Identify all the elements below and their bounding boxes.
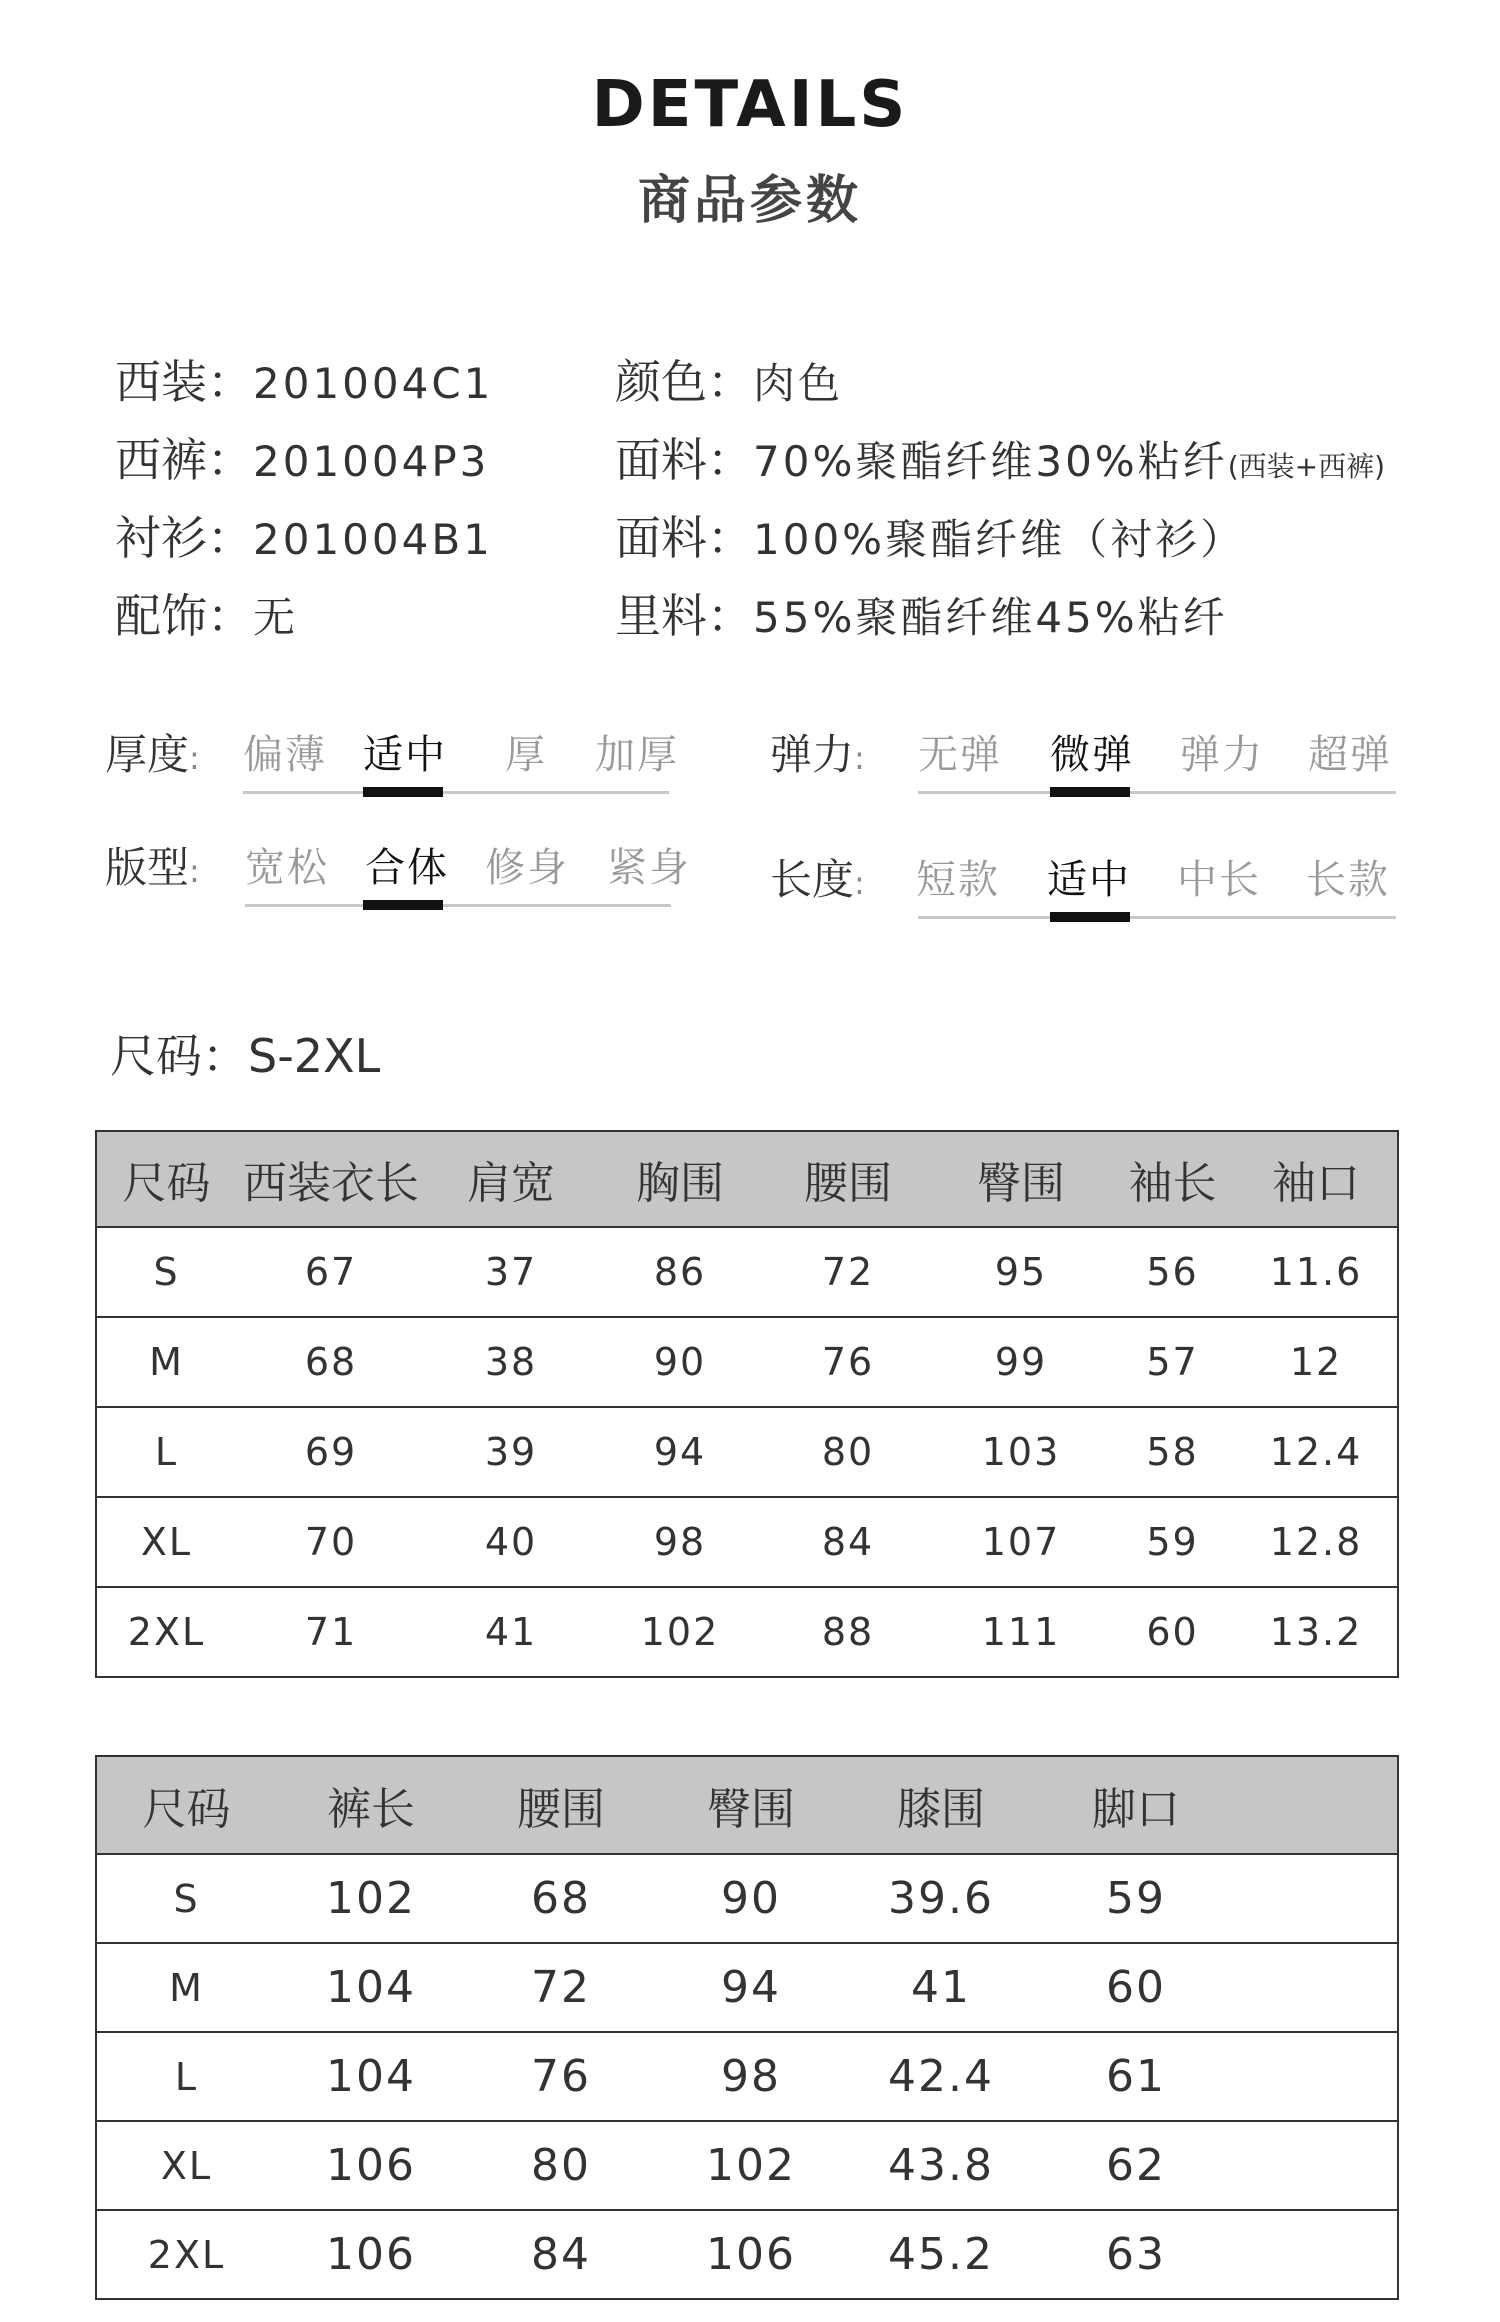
table-cell: 103 <box>932 1407 1110 1497</box>
scale-option-selected: 适中 <box>1047 857 1131 903</box>
spec-label: 颜色： <box>615 355 753 409</box>
table-cell: 59 <box>1110 1497 1235 1587</box>
table-cell: 41 <box>426 1587 596 1677</box>
table-cell: 98 <box>596 1497 764 1587</box>
size-range: 尺码：S-2XL <box>110 1029 381 1083</box>
table-cell <box>1236 2121 1398 2210</box>
table-cell: 102 <box>276 1854 466 1943</box>
scale-indicator <box>1050 787 1130 797</box>
column-header: 袖长 <box>1110 1131 1235 1227</box>
table-cell: 106 <box>276 2121 466 2210</box>
table-cell <box>1236 1943 1398 2032</box>
table-cell: 88 <box>764 1587 932 1677</box>
table-cell: 45.2 <box>846 2210 1036 2299</box>
table-cell: 68 <box>466 1854 656 1943</box>
spec-value: 100%聚酯纤维（衬衫） <box>753 515 1246 564</box>
spec-value-note: (西装+西裤) <box>1227 450 1386 483</box>
spec-value: 无 <box>253 593 299 642</box>
table-cell <box>1236 2032 1398 2121</box>
table-cell: 90 <box>596 1317 764 1407</box>
table-cell: 104 <box>276 2032 466 2121</box>
scale-indicator <box>1050 912 1130 922</box>
table-cell: 104 <box>276 1943 466 2032</box>
spec-label: 里料： <box>615 589 753 643</box>
table-cell: 43.8 <box>846 2121 1036 2210</box>
table-cell: 13.2 <box>1235 1587 1398 1677</box>
table-row <box>96 1943 1398 2032</box>
spec-label: 面料： <box>615 511 753 565</box>
table-header-row <box>96 1756 1398 1854</box>
table-cell: M <box>96 1317 236 1407</box>
table-cell: 86 <box>596 1227 764 1317</box>
spec-pants <box>115 430 489 490</box>
spec-accessory <box>115 586 298 646</box>
table-cell: 98 <box>656 2032 846 2121</box>
jacket-size-table <box>95 1130 1399 1678</box>
table-row <box>96 1317 1398 1407</box>
spec-fabric-suit <box>615 430 1385 490</box>
table-cell: 39 <box>426 1407 596 1497</box>
scale-track <box>245 904 671 907</box>
table-cell: 42.4 <box>846 2032 1036 2121</box>
table-cell: 76 <box>764 1317 932 1407</box>
table-cell <box>1236 1854 1398 1943</box>
table-cell: 40 <box>426 1497 596 1587</box>
table-cell: 106 <box>656 2210 846 2299</box>
table-row <box>96 1587 1398 1677</box>
table-cell: 12.4 <box>1235 1407 1398 1497</box>
table-cell: 60 <box>1110 1587 1235 1677</box>
table-cell: 99 <box>932 1317 1110 1407</box>
table-row <box>96 1854 1398 1943</box>
scale-indicator <box>363 900 443 910</box>
column-header <box>1236 1756 1398 1854</box>
scale-option: 宽松 <box>245 845 329 891</box>
spec-value: 肉色 <box>753 359 844 408</box>
scale-option-selected: 合体 <box>365 845 449 891</box>
table-cell: 56 <box>1110 1227 1235 1317</box>
scale-track <box>918 916 1396 919</box>
table-cell: 11.6 <box>1235 1227 1398 1317</box>
scale-option: 弹力 <box>1180 732 1264 778</box>
column-header: 西装衣长 <box>236 1131 426 1227</box>
table-cell: 80 <box>466 2121 656 2210</box>
table-cell: XL <box>96 2121 276 2210</box>
table-cell: 95 <box>932 1227 1110 1317</box>
table-cell: 106 <box>276 2210 466 2299</box>
column-header: 脚口 <box>1036 1756 1236 1854</box>
scale-option: 紧身 <box>607 845 691 891</box>
column-header: 胸围 <box>596 1131 764 1227</box>
table-cell: S <box>96 1854 276 1943</box>
scale-option: 修身 <box>485 845 569 891</box>
scale-label: 长度: <box>770 855 865 904</box>
table-row <box>96 2210 1398 2299</box>
column-header: 臀围 <box>932 1131 1110 1227</box>
table-row <box>96 1227 1398 1317</box>
spec-value: 201004C1 <box>253 359 494 408</box>
table-row <box>96 1497 1398 1587</box>
table-cell: 71 <box>236 1587 426 1677</box>
spec-label: 面料： <box>615 433 753 487</box>
pants-size-table <box>95 1755 1399 2300</box>
fit-scale <box>105 838 691 898</box>
table-cell: 111 <box>932 1587 1110 1677</box>
table-cell <box>1236 2210 1398 2299</box>
scale-option: 无弹 <box>918 732 1002 778</box>
table-cell: 12 <box>1235 1317 1398 1407</box>
scale-option: 短款 <box>916 857 1000 903</box>
page-subtitle: 商品参数 <box>637 171 862 231</box>
table-cell: 94 <box>596 1407 764 1497</box>
column-header: 尺码 <box>96 1756 276 1854</box>
column-header: 膝围 <box>846 1756 1036 1854</box>
spec-value-main: 70%聚酯纤维30%粘纤 <box>753 437 1228 486</box>
spec-value <box>753 437 1385 486</box>
table-cell: 57 <box>1110 1317 1235 1407</box>
table-header-row <box>96 1131 1398 1227</box>
spec-value: 201004B1 <box>253 515 493 564</box>
page-title: DETAILS <box>591 68 909 142</box>
table-cell: L <box>96 1407 236 1497</box>
table-cell: 94 <box>656 1943 846 2032</box>
table-row <box>96 1407 1398 1497</box>
table-cell: 60 <box>1036 1943 1236 2032</box>
table-cell: 59 <box>1036 1854 1236 1943</box>
table-cell: 107 <box>932 1497 1110 1587</box>
spec-suit <box>115 352 493 412</box>
spec-value: 55%聚酯纤维45%粘纤 <box>753 593 1228 642</box>
table-row <box>96 2032 1398 2121</box>
spec-shirt <box>115 508 493 568</box>
table-cell: 2XL <box>96 1587 236 1677</box>
table-cell: 70 <box>236 1497 426 1587</box>
table-cell: M <box>96 1943 276 2032</box>
table-cell: 72 <box>764 1227 932 1317</box>
table-cell: 69 <box>236 1407 426 1497</box>
table-cell: 63 <box>1036 2210 1236 2299</box>
table-cell: 67 <box>236 1227 426 1317</box>
table-row <box>96 2121 1398 2210</box>
spec-value: 201004P3 <box>253 437 490 486</box>
scale-option-selected: 适中 <box>363 732 447 778</box>
scale-option: 中长 <box>1177 857 1261 903</box>
elasticity-scale <box>770 725 1410 785</box>
scale-option: 长款 <box>1306 857 1390 903</box>
table-cell: 72 <box>466 1943 656 2032</box>
table-cell: 84 <box>764 1497 932 1587</box>
scale-track <box>243 791 669 794</box>
table-cell: 61 <box>1036 2032 1236 2121</box>
table-cell: 80 <box>764 1407 932 1497</box>
table-cell: 41 <box>846 1943 1036 2032</box>
column-header: 腰围 <box>466 1756 656 1854</box>
scale-track <box>918 791 1396 794</box>
scale-option: 厚 <box>505 732 547 778</box>
column-header: 裤长 <box>276 1756 466 1854</box>
length-scale <box>770 850 1410 910</box>
table-cell: 90 <box>656 1854 846 1943</box>
spec-lining <box>615 586 1228 646</box>
column-header: 腰围 <box>764 1131 932 1227</box>
thickness-scale <box>105 725 685 785</box>
column-header: 袖口 <box>1235 1131 1398 1227</box>
scale-indicator <box>363 787 443 797</box>
column-header: 臀围 <box>656 1756 846 1854</box>
scale-option: 加厚 <box>595 732 679 778</box>
table-cell: 84 <box>466 2210 656 2299</box>
spec-label: 西装： <box>115 355 253 409</box>
scale-option-selected: 微弹 <box>1050 732 1134 778</box>
table-cell: 102 <box>656 2121 846 2210</box>
column-header: 尺码 <box>96 1131 236 1227</box>
table-cell: 102 <box>596 1587 764 1677</box>
scale-label: 弹力: <box>770 730 865 779</box>
spec-label: 配饰： <box>115 589 253 643</box>
scale-label: 厚度: <box>105 730 200 779</box>
table-cell: 39.6 <box>846 1854 1036 1943</box>
spec-color <box>615 352 843 412</box>
table-cell: L <box>96 2032 276 2121</box>
table-cell: 76 <box>466 2032 656 2121</box>
table-cell: 12.8 <box>1235 1497 1398 1587</box>
scale-label: 版型: <box>105 843 200 892</box>
scale-option: 偏薄 <box>243 732 327 778</box>
spec-label: 西裤： <box>115 433 253 487</box>
table-cell: 62 <box>1036 2121 1236 2210</box>
table-cell: 2XL <box>96 2210 276 2299</box>
table-cell: 37 <box>426 1227 596 1317</box>
table-cell: 68 <box>236 1317 426 1407</box>
column-header: 肩宽 <box>426 1131 596 1227</box>
spec-label: 衬衫： <box>115 511 253 565</box>
table-cell: XL <box>96 1497 236 1587</box>
table-cell: 38 <box>426 1317 596 1407</box>
spec-fabric-shirt <box>615 508 1245 568</box>
scale-option: 超弹 <box>1308 732 1392 778</box>
table-cell: 58 <box>1110 1407 1235 1497</box>
table-cell: S <box>96 1227 236 1317</box>
